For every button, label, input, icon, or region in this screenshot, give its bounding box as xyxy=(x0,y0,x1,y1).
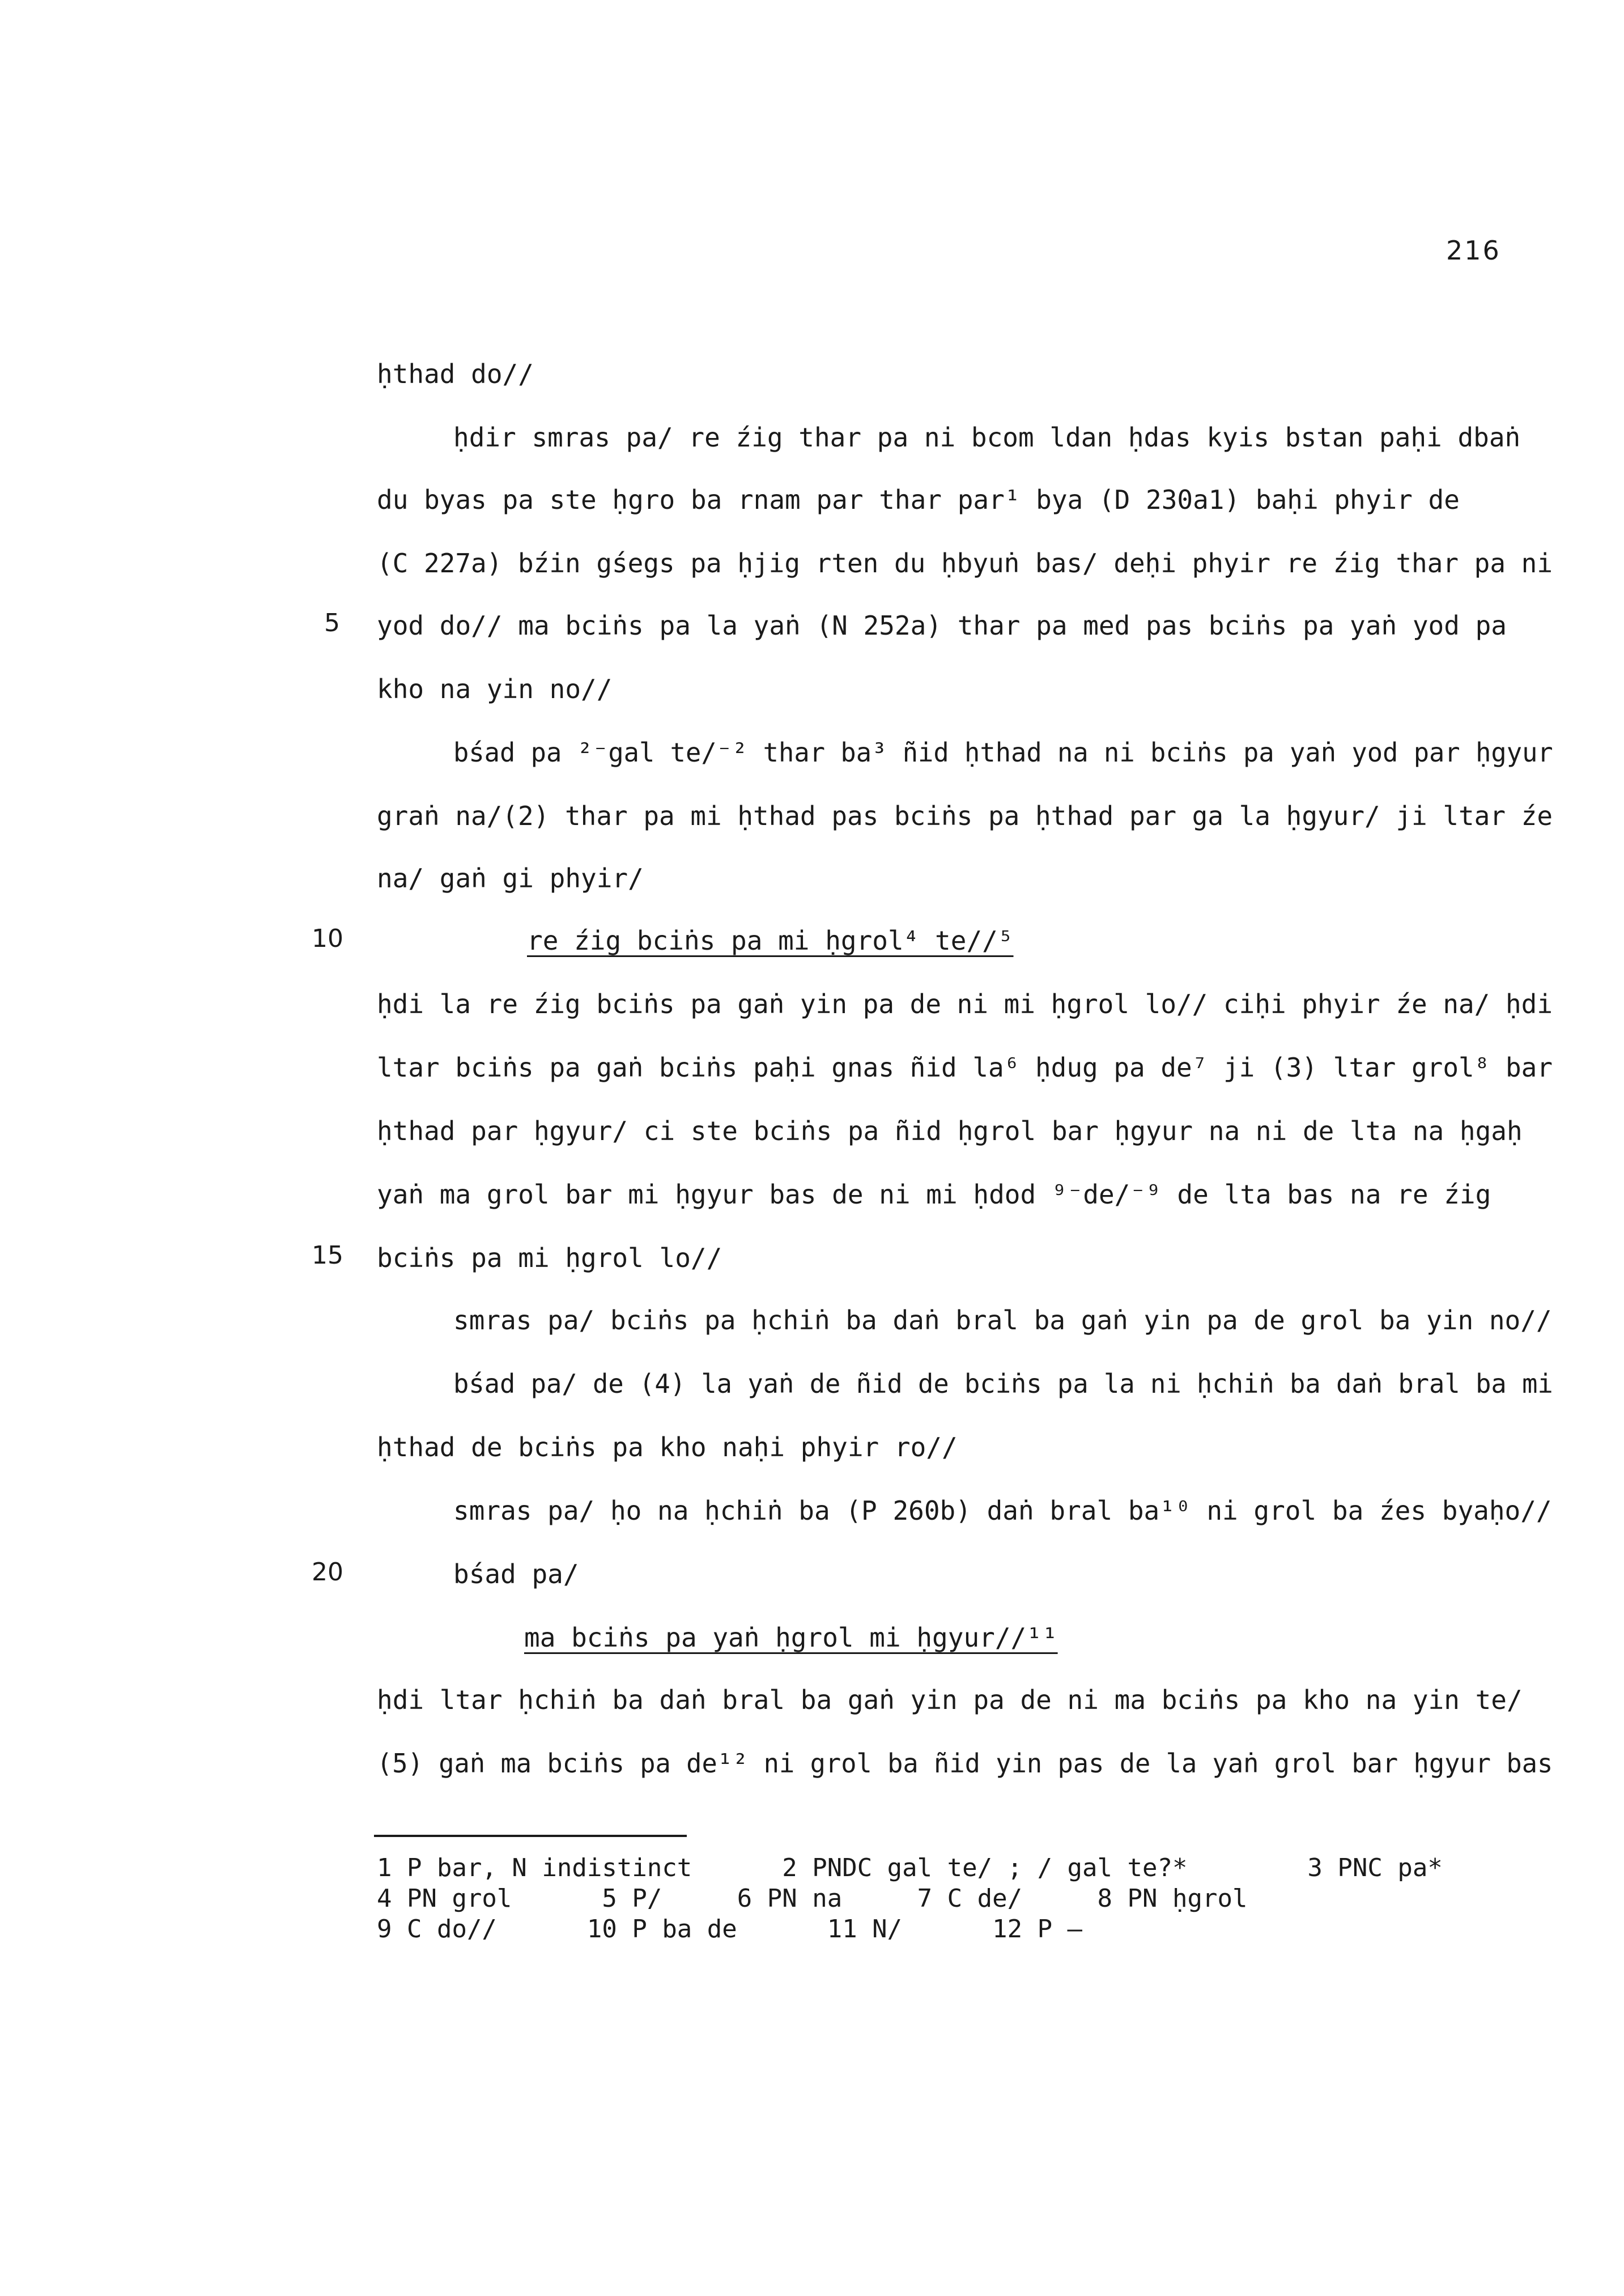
text-line: ḥdir smras pa/ re źig thar pa ni bcom ldan ḥdas kyis bstan paḥi dbaṅ xyxy=(453,422,1521,453)
text-line: ḥthad do// xyxy=(377,359,534,389)
text-line: bśad pa/ xyxy=(453,1559,579,1589)
line-number-20: 20 xyxy=(312,1558,343,1587)
page-number: 216 xyxy=(1446,235,1501,266)
text-line: kho na yin no// xyxy=(377,674,613,704)
text-line: ḥthad par ḥgyur/ ci ste bciṅs pa ñid ḥgrol bar ḥgyur na ni de lta na ḥgaḥ xyxy=(377,1116,1523,1146)
section-heading: ma bciṅs pa yaṅ ḥgrol mi ḥgyur//¹¹ xyxy=(524,1622,1058,1653)
text-line: du byas pa ste ḥgro ba rnam par thar par¹ bya (D 230a1) baḥi phyir de xyxy=(377,484,1460,515)
text-line: bciṅs pa mi ḥgrol lo// xyxy=(377,1243,722,1273)
footnote-line: 9 C do// 10 P ba de 11 N/ 12 P — xyxy=(377,1915,1083,1944)
line-number-5: 5 xyxy=(324,609,340,637)
text-line: ḥdi ltar ḥchiṅ ba daṅ bral ba gaṅ yin pa de ni ma bciṅs pa kho na yin te/ xyxy=(377,1685,1523,1715)
text-line: yod do// ma bciṅs pa la yaṅ (N 252a) thar pa med pas bciṅs pa yaṅ yod pa xyxy=(377,610,1507,641)
footnote-line: 4 PN grol 5 P/ 6 PN na 7 C de/ 8 PN ḥgrol xyxy=(377,1884,1248,1913)
text-line: (C 227a) bźin gśegs pa ḥjig rten du ḥbyuṅ bas/ deḥi phyir re źig thar pa ni xyxy=(377,548,1553,579)
text-line: smras pa/ ḥo na ḥchiṅ ba (P 260b) daṅ bral ba¹⁰ ni grol ba źes byaḥo// xyxy=(453,1495,1552,1526)
text-line: bśad pa/ de (4) la yaṅ de ñid de bciṅs pa la ni ḥchiṅ ba daṅ bral ba mi xyxy=(453,1368,1553,1399)
line-number-10: 10 xyxy=(312,924,343,953)
text-line: na/ gaṅ gi phyir/ xyxy=(377,863,644,894)
text-line: yaṅ ma grol bar mi ḥgyur bas de ni mi ḥdod ⁹⁻de/⁻⁹ de lta bas na re źig xyxy=(377,1179,1491,1210)
text-line: ḥdi la re źig bciṅs pa gaṅ yin pa de ni mi ḥgrol lo// ciḥi phyir źe na/ ḥdi xyxy=(377,989,1553,1019)
line-number-15: 15 xyxy=(312,1241,343,1270)
section-heading: re źig bciṅs pa mi ḥgrol⁴ te//⁵ xyxy=(527,925,1014,956)
text-line: ḥthad de bciṅs pa kho naḥi phyir ro// xyxy=(377,1432,958,1462)
text-line: (5) gaṅ ma bciṅs pa de¹² ni grol ba ñid yin pas de la yaṅ grol bar ḥgyur bas xyxy=(377,1748,1553,1779)
text-line: smras pa/ bciṅs pa ḥchiṅ ba daṅ bral ba gaṅ yin pa de grol ba yin no// xyxy=(453,1305,1552,1336)
footnote-line: 1 P bar, N indistinct 2 PNDC gal te/ ; / gal te?* 3 PNC pa* xyxy=(377,1853,1443,1882)
footnote-rule xyxy=(374,1835,687,1837)
text-line: bśad pa ²⁻gal te/⁻² thar ba³ ñid ḥthad na ni bciṅs pa yaṅ yod par ḥgyur xyxy=(453,737,1553,768)
text-line: graṅ na/(2) thar pa mi ḥthad pas bciṅs pa ḥthad par ga la ḥgyur/ ji ltar źe xyxy=(377,801,1553,831)
text-line: ltar bciṅs pa gaṅ bciṅs paḥi gnas ñid la⁶ ḥdug pa de⁷ ji (3) ltar grol⁸ bar xyxy=(377,1052,1553,1083)
